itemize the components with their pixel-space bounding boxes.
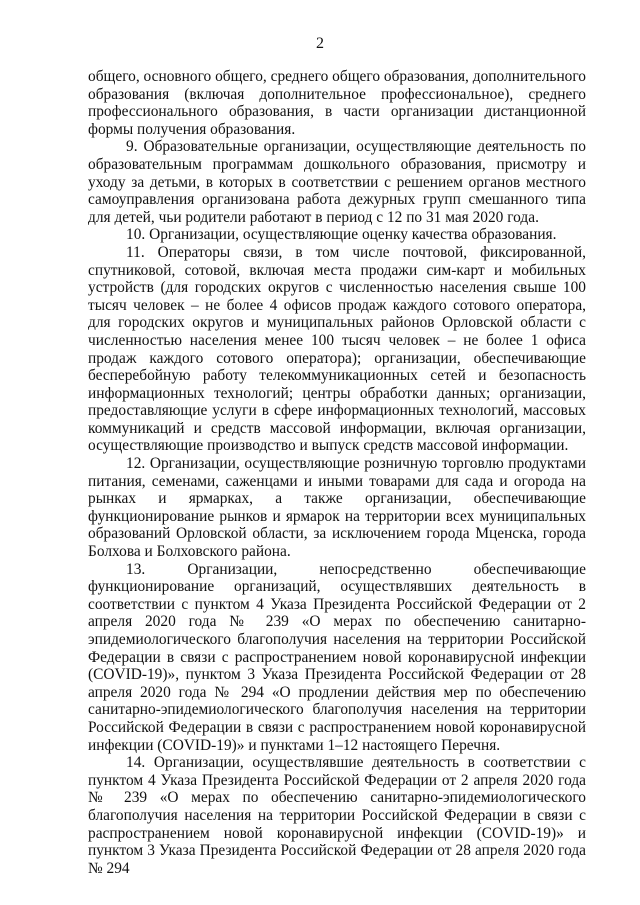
paragraph-item-12: 12. Организации, осуществляющие розничную торговлю продуктами питания, семенами, саженцами и иными товарами для сада и огорода на рынках и ярмарках, а также организации, обеспечивающие функционирование рынков и ярмарок на территории всех муниципальных образований Орловской области, за исключением города Мценска, города Болхова и Болховского района. bbox=[88, 455, 586, 561]
paragraph-item-14: 14. Организации, осуществлявшие деятельность в соответствии с пунктом 4 Указа Президента Российской Федерации от 2 апреля 2020 года № 239 «О мерах по обеспечению санитарно-эпидемиологического благополучия населения на территории Российской Федерации в связи с распространением новой коронавирусной инфекции (COVID-19)» и пунктом 3 Указа Президента Российской Федерации от 28 апреля 2020 года № 294 bbox=[88, 754, 586, 877]
document-body bbox=[88, 68, 586, 877]
paragraph-item-10: 10. Организации, осуществляющие оценку качества образования. bbox=[126, 226, 557, 244]
paragraph-item-13: 13. Организации, непосредственно обеспечивающие функционирование организаций, осуществлявших деятельность в соответствии с пунктом 4 Указа Президента Российской Федерации от 2 апреля 2020 года № 239 «О мерах по обеспечению санитарно-эпидемиологического благополучия населения на территории Российской Федерации в связи с распространением новой коронавирусной инфекции (COVID-19)», пунктом 3 Указа Президента Российской Федерации от 28 апреля 2020 года № 294 «О продлении действия мер по обеспечению санитарно-эпидемиологического благополучия населения на территории Российской Федерации в связи с распространением новой коронавирусной инфекции (COVID-19)» и пунктами 1–12 настоящего Перечня. bbox=[88, 560, 586, 754]
paragraph-item-11: 11. Операторы связи, в том числе почтовой, фиксированной, спутниковой, сотовой, включая места продажи сим-карт и мобильных устройств (для городских округов с численностью населения свыше 100 тысяч человек – не более 4 офисов продаж каждого сотового оператора, для городских округов и муниципальных районов Орловской области с численностью населения менее 100 тысяч человек – не более 1 офиса продаж каждого сотового оператора); организации, обеспечивающие бесперебойную работу телекоммуникационных сетей и безопасность информационных технологий; центры обработки данных; организации, предоставляющие услуги в сфере информационных технологий, массовых коммуникаций и средств массовой информации, включая организации, осуществляющие производство и выпуск средств массовой информации. bbox=[88, 243, 586, 455]
paragraph-continuation: общего, основного общего, среднего общего образования, дополнительного образования (включая дополнительное профессиональное), среднего профессионального образования, в части организации дистанционной формы получения образования. bbox=[88, 68, 586, 138]
paragraph-item-9: 9. Образовательные организации, осуществляющие деятельность по образовательным программам дошкольного образования, присмотру и уходу за детьми, в которых в соответствии с решением органов местного самоуправления организована работа дежурных групп смешанного типа для детей, чьи родители работают в период с 12 по 31 мая 2020 года. bbox=[88, 138, 586, 226]
page-number: 2 bbox=[316, 35, 324, 52]
